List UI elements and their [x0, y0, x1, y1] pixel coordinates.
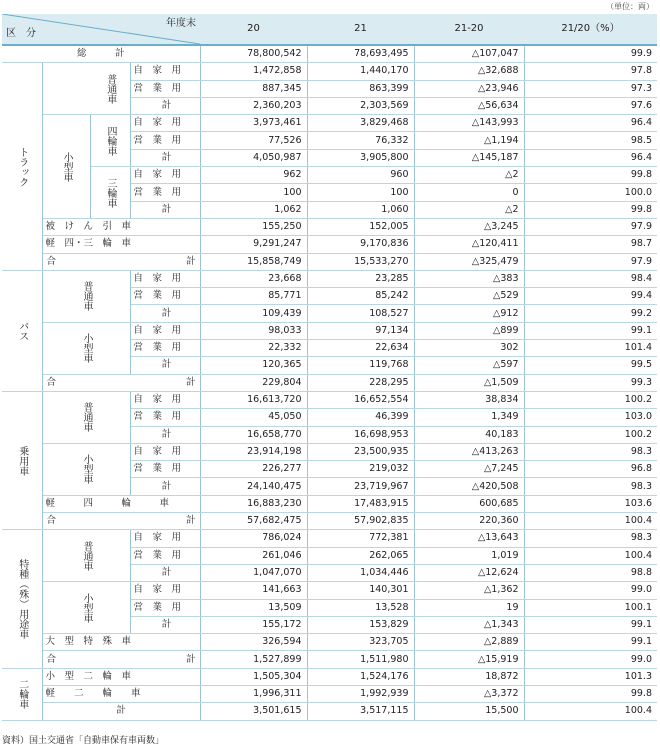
cell: 99.1: [524, 634, 657, 651]
cell: △1,509: [414, 374, 524, 391]
subcategory-sanrin: 三輪車: [90, 167, 130, 219]
cell: 97.8: [524, 63, 657, 80]
subcategory-futsu: 普通車: [42, 270, 130, 322]
category-joyo: 乗用車: [2, 391, 42, 529]
header-category: [2, 14, 200, 45]
cell: 99.8: [524, 685, 657, 702]
cell: 100.2: [524, 426, 657, 443]
row-label: 自 家 用: [130, 582, 200, 599]
subcategory-kogata: 小型車: [42, 322, 130, 374]
table-row: [2, 685, 657, 702]
cell: 302: [414, 340, 524, 357]
subtotal-row: [2, 513, 657, 530]
cell: 16,883,230: [200, 495, 307, 512]
cell: 100.4: [524, 703, 657, 720]
subcategory-futsu: 普通車: [90, 63, 130, 115]
category-tokushu: 特種（殊）用途車: [2, 530, 42, 668]
cell: 99.1: [524, 616, 657, 633]
table-row: [2, 167, 657, 184]
cell: 9,291,247: [200, 236, 307, 253]
cell: △12,624: [414, 564, 524, 581]
cell: 18,872: [414, 668, 524, 685]
cell: 23,914,198: [200, 443, 307, 460]
cell: 100.4: [524, 547, 657, 564]
cell: 23,668: [200, 270, 307, 287]
cell: 1,440,170: [307, 63, 414, 80]
cell: 85,242: [307, 288, 414, 305]
cell: 9,170,836: [307, 236, 414, 253]
cell: 1,060: [307, 201, 414, 218]
row-label: 合 計: [42, 651, 200, 668]
cell: 100.1: [524, 599, 657, 616]
table-row: [2, 582, 657, 599]
header-ratio: 21/20（%）: [524, 14, 657, 45]
cell: 103.0: [524, 409, 657, 426]
cell: 46,399: [307, 409, 414, 426]
cell: 3,517,115: [307, 703, 414, 720]
cell: 16,613,720: [200, 391, 307, 408]
cell: △912: [414, 305, 524, 322]
row-label: 自 家 用: [130, 63, 200, 80]
row-label: 計: [130, 201, 200, 218]
cell: 100.4: [524, 513, 657, 530]
cell: 786,024: [200, 530, 307, 547]
row-label: 計: [130, 564, 200, 581]
cell: △413,263: [414, 443, 524, 460]
cell: 24,140,475: [200, 478, 307, 495]
cell: 96.4: [524, 115, 657, 132]
row-label: 合 計: [42, 374, 200, 391]
subcategory-kogata: 小型車: [42, 443, 130, 495]
cell: 1,511,980: [307, 651, 414, 668]
table-row: [2, 236, 657, 253]
header-category-label: 区 分: [6, 28, 36, 39]
row-label: 軽 四 輪 車: [42, 495, 200, 512]
cell: 0: [414, 184, 524, 201]
cell: △32,688: [414, 63, 524, 80]
cell: 3,501,615: [200, 703, 307, 720]
cell: 120,365: [200, 357, 307, 374]
category-bus: バス: [2, 270, 42, 391]
unit-note: （単位：両）: [606, 2, 654, 11]
cell: 1,047,070: [200, 564, 307, 581]
row-label: 計: [130, 97, 200, 114]
cell: 220,360: [414, 513, 524, 530]
cell: 108,527: [307, 305, 414, 322]
cell: △13,643: [414, 530, 524, 547]
cell: 57,902,835: [307, 513, 414, 530]
row-label: 小 型 二 輪 車: [42, 668, 200, 685]
cell: 98.3: [524, 478, 657, 495]
cell: 100: [200, 184, 307, 201]
row-label: 自 家 用: [130, 322, 200, 339]
cell: 15,500: [414, 703, 524, 720]
cell: 98.4: [524, 270, 657, 287]
row-label: 軽 二 輪 車: [42, 685, 200, 702]
cell: 98.7: [524, 236, 657, 253]
header-year-end: 年度末: [166, 18, 196, 29]
subtotal-row: [2, 374, 657, 391]
cell: 1,472,858: [200, 63, 307, 80]
cell: 962: [200, 167, 307, 184]
subcategory-kogata: 小型車: [42, 582, 130, 634]
row-label: 計: [130, 616, 200, 633]
cell: 772,381: [307, 530, 414, 547]
cell: 323,705: [307, 634, 414, 651]
cell: 1,349: [414, 409, 524, 426]
cell: 1,992,939: [307, 685, 414, 702]
cell: 19: [414, 599, 524, 616]
cell: 1,019: [414, 547, 524, 564]
cell: 99.8: [524, 167, 657, 184]
cell: 140,301: [307, 582, 414, 599]
cell: 76,332: [307, 132, 414, 149]
cell: 40,183: [414, 426, 524, 443]
row-label: 大 型 特 殊 車: [42, 634, 200, 651]
cell: △56,634: [414, 97, 524, 114]
cell: 99.2: [524, 305, 657, 322]
cell: 262,065: [307, 547, 414, 564]
cell: 229,804: [200, 374, 307, 391]
cell: △529: [414, 288, 524, 305]
row-label: 自 家 用: [130, 167, 200, 184]
cell: 219,032: [307, 461, 414, 478]
cell: 97.9: [524, 253, 657, 270]
cell: 3,905,800: [307, 149, 414, 166]
cell: 22,634: [307, 340, 414, 357]
row-label: 自 家 用: [130, 530, 200, 547]
cell: 99.0: [524, 651, 657, 668]
cell: 38,834: [414, 391, 524, 408]
table-row: [2, 218, 657, 235]
cell: 103.6: [524, 495, 657, 512]
cell: 22,332: [200, 340, 307, 357]
cell: △7,245: [414, 461, 524, 478]
subcategory-yonrin: 四輪車: [90, 115, 130, 167]
cell: 97.6: [524, 97, 657, 114]
cell: 863,399: [307, 80, 414, 97]
cell: 15,533,270: [307, 253, 414, 270]
row-label: 営 業 用: [130, 599, 200, 616]
cell: 2,303,569: [307, 97, 414, 114]
cell: 226,277: [200, 461, 307, 478]
cell: △3,372: [414, 685, 524, 702]
source-note: 資料）国土交通省「自動車保有車両数」: [2, 736, 165, 746]
cell: 326,594: [200, 634, 307, 651]
row-label: 計: [130, 149, 200, 166]
cell: △107,047: [414, 45, 524, 63]
cell: 100.2: [524, 391, 657, 408]
cell: 16,658,770: [200, 426, 307, 443]
table-row: [2, 530, 657, 547]
cell: △325,479: [414, 253, 524, 270]
cell: 15,858,749: [200, 253, 307, 270]
cell: 3,973,461: [200, 115, 307, 132]
cell: 1,524,176: [307, 668, 414, 685]
cell: 98.3: [524, 530, 657, 547]
cell: 228,295: [307, 374, 414, 391]
row-label: 自 家 用: [130, 270, 200, 287]
cell: 99.8: [524, 201, 657, 218]
header-diff: 21-20: [414, 14, 524, 45]
cell: 1,527,899: [200, 651, 307, 668]
cell: 16,698,953: [307, 426, 414, 443]
cell: 97.9: [524, 218, 657, 235]
cell: 98.8: [524, 564, 657, 581]
cell: 99.1: [524, 322, 657, 339]
cell: 2,360,203: [200, 97, 307, 114]
row-label: 計: [130, 357, 200, 374]
cell: 99.5: [524, 357, 657, 374]
cell: 153,829: [307, 616, 414, 633]
cell: 100.0: [524, 184, 657, 201]
category-nirin: 二輪車: [2, 668, 42, 720]
subcategory-futsu: 普通車: [42, 391, 130, 443]
cell: △1,343: [414, 616, 524, 633]
row-label: 自 家 用: [130, 115, 200, 132]
row-label: 計: [130, 478, 200, 495]
cell: 78,800,542: [200, 45, 307, 63]
cell: 261,046: [200, 547, 307, 564]
cell: 101.3: [524, 668, 657, 685]
row-label: 営 業 用: [130, 461, 200, 478]
header-row: [2, 14, 657, 45]
row-label: 総 計: [2, 45, 200, 63]
cell: 97,134: [307, 322, 414, 339]
cell: △23,946: [414, 80, 524, 97]
table-row: [2, 443, 657, 460]
cell: 13,528: [307, 599, 414, 616]
cell: 17,483,915: [307, 495, 414, 512]
cell: 100: [307, 184, 414, 201]
table-row: [2, 63, 657, 80]
cell: 1,034,446: [307, 564, 414, 581]
cell: △1,362: [414, 582, 524, 599]
row-label: 営 業 用: [130, 409, 200, 426]
cell: 155,250: [200, 218, 307, 235]
cell: 99.4: [524, 288, 657, 305]
table-row: [2, 322, 657, 339]
cell: 1,505,304: [200, 668, 307, 685]
row-label: 計: [130, 305, 200, 322]
cell: 152,005: [307, 218, 414, 235]
table-row: [2, 495, 657, 512]
cell: 97.3: [524, 80, 657, 97]
cell: △2,889: [414, 634, 524, 651]
cell: 85,771: [200, 288, 307, 305]
cell: 45,050: [200, 409, 307, 426]
row-label: 営 業 用: [130, 340, 200, 357]
cell: 101.4: [524, 340, 657, 357]
cell: 887,345: [200, 80, 307, 97]
row-label: 営 業 用: [130, 132, 200, 149]
cell: △420,508: [414, 478, 524, 495]
cell: 141,663: [200, 582, 307, 599]
row-label: 計: [130, 426, 200, 443]
header-20: 20: [200, 14, 307, 45]
cell: 3,829,468: [307, 115, 414, 132]
cell: 96.8: [524, 461, 657, 478]
cell: △2: [414, 201, 524, 218]
subtotal-row: [2, 651, 657, 668]
cell: △383: [414, 270, 524, 287]
cell: 99.0: [524, 582, 657, 599]
cell: 155,172: [200, 616, 307, 633]
cell: △145,187: [414, 149, 524, 166]
cell: 96.4: [524, 149, 657, 166]
subcategory-kogata: 小型車: [42, 115, 90, 219]
cell: 77,526: [200, 132, 307, 149]
cell: 23,719,967: [307, 478, 414, 495]
row-label: 営 業 用: [130, 288, 200, 305]
cell: 960: [307, 167, 414, 184]
table-row: [2, 115, 657, 132]
grand-total-row: [2, 45, 657, 63]
table-row: [2, 634, 657, 651]
row-label: 軽 四・三 輪 車: [42, 236, 200, 253]
cell: 109,439: [200, 305, 307, 322]
row-label: 営 業 用: [130, 547, 200, 564]
cell: 98,033: [200, 322, 307, 339]
cell: 13,509: [200, 599, 307, 616]
cell: △899: [414, 322, 524, 339]
row-label: 計: [42, 703, 200, 720]
subtotal-row: [2, 703, 657, 720]
cell: 1,996,311: [200, 685, 307, 702]
cell: 1,062: [200, 201, 307, 218]
cell: 99.3: [524, 374, 657, 391]
row-label: 営 業 用: [130, 184, 200, 201]
cell: 600,685: [414, 495, 524, 512]
row-label: 合 計: [42, 513, 200, 530]
cell: △3,245: [414, 218, 524, 235]
cell: △143,993: [414, 115, 524, 132]
cell: 98.3: [524, 443, 657, 460]
cell: △15,919: [414, 651, 524, 668]
row-label: 営 業 用: [130, 80, 200, 97]
cell: 4,050,987: [200, 149, 307, 166]
cell: 78,693,495: [307, 45, 414, 63]
cell: 23,500,935: [307, 443, 414, 460]
table-row: [2, 391, 657, 408]
cell: 99.9: [524, 45, 657, 63]
cell: △597: [414, 357, 524, 374]
cell: △1,194: [414, 132, 524, 149]
row-label: 合 計: [42, 253, 200, 270]
row-label: 自 家 用: [130, 391, 200, 408]
subcategory-futsu: 普通車: [42, 530, 130, 582]
cell: 57,682,475: [200, 513, 307, 530]
vehicle-table: [2, 14, 657, 721]
table-row: [2, 270, 657, 287]
cell: 23,285: [307, 270, 414, 287]
subtotal-row: [2, 253, 657, 270]
category-truck: トラック: [2, 63, 42, 271]
header-21: 21: [307, 14, 414, 45]
cell: 16,652,554: [307, 391, 414, 408]
cell: △2: [414, 167, 524, 184]
row-label: 自 家 用: [130, 443, 200, 460]
cell: 98.5: [524, 132, 657, 149]
cell: △120,411: [414, 236, 524, 253]
cell: 119,768: [307, 357, 414, 374]
table-row: [2, 668, 657, 685]
row-label: 被 け ん 引 車: [42, 218, 200, 235]
